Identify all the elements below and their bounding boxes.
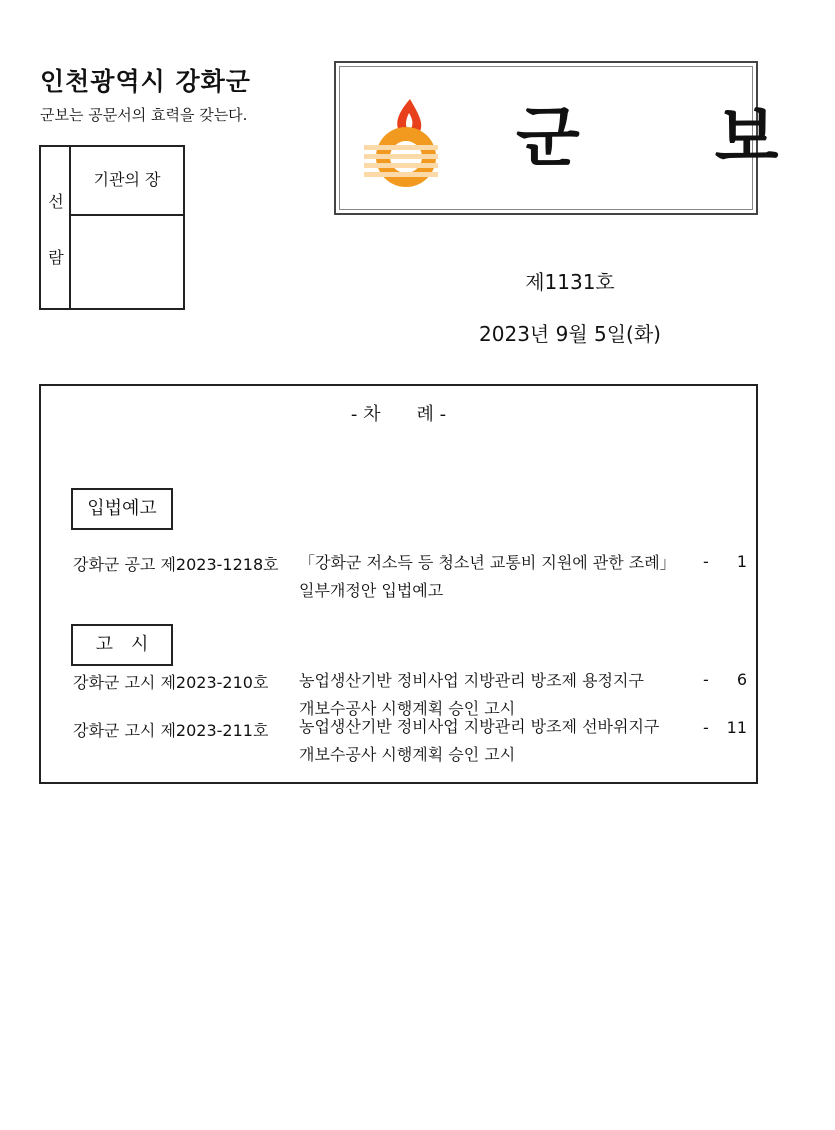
bulletin-legal-notice: 군보는 공문서의 효력을 갖는다. [40, 106, 248, 124]
toc-entry-title: 「강화군 저소득 등 청소년 교통비 지원에 관한 조례」 [299, 553, 676, 572]
org-title: 인천광역시 강화군 [40, 67, 251, 96]
toc-heading: - 차 례 - [350, 404, 447, 425]
approval-box [39, 145, 185, 310]
section-label-legislative-notice: 입법예고 [71, 488, 173, 530]
issue-number: 제1131호 [525, 270, 615, 294]
masthead [334, 61, 835, 215]
section-label-public-notice: 고 시 [71, 624, 173, 666]
issue-date: 2023년 9월 5일(화) [479, 322, 661, 346]
approval-header: 기관의 장 [71, 147, 183, 216]
toc-entry-source: 강화군 고시 제2023-210호 [73, 673, 269, 692]
table-of-contents [39, 384, 758, 784]
toc-entry-page: 1 [736, 552, 747, 571]
approval-side-column [41, 147, 71, 308]
masthead-title: 군 보 [516, 99, 835, 176]
gangwha-flame-logo-icon [360, 91, 452, 191]
toc-entry-title-cont: 개보수공사 시행계획 승인 고시 [299, 745, 516, 764]
toc-entry-page: 6 [736, 670, 747, 689]
toc-entry-leader: - [703, 670, 709, 689]
approval-side-label: 선 [48, 192, 64, 211]
toc-entry-source: 강화군 고시 제2023-211호 [73, 721, 269, 740]
toc-entry-source: 강화군 공고 제2023-1218호 [73, 555, 279, 574]
toc-entry-leader: - [703, 552, 709, 571]
approval-side-label: 람 [48, 248, 64, 267]
toc-entry-title-cont: 일부개정안 입법예고 [299, 581, 444, 600]
toc-entry-title-cont: 개보수공사 시행계획 승인 고시 [299, 699, 516, 718]
toc-entry-title: 농업생산기반 정비사업 지방관리 방조제 용정지구 [299, 671, 644, 690]
toc-entry-page: 11 [726, 718, 747, 737]
toc-entry-leader: - [703, 718, 709, 737]
toc-entry-title: 농업생산기반 정비사업 지방관리 방조제 선바위지구 [299, 717, 660, 736]
